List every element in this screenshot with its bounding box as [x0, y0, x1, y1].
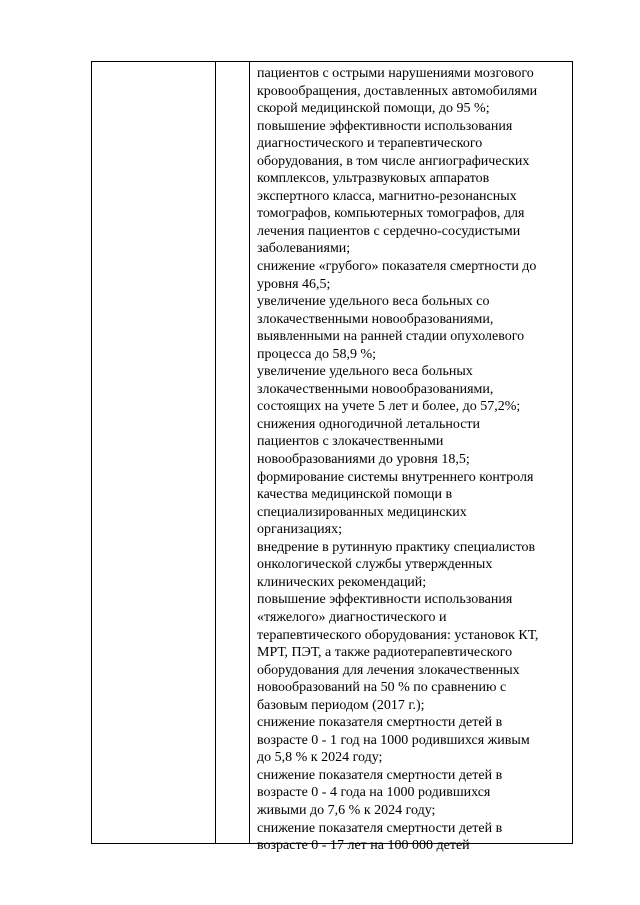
- text-line: злокачественными новообразованиями,: [257, 381, 494, 397]
- text-line: до 5,8 % к 2024 году;: [257, 750, 383, 766]
- text-line: увеличение удельного веса больных: [257, 364, 473, 380]
- text-line: оборудования, в том числе ангиографических: [257, 153, 530, 169]
- text-line: повышение эффективности использования: [257, 118, 513, 134]
- text-line: «тяжелого» диагностического и: [257, 609, 447, 625]
- text-line: скорой медицинской помощи, до 95 %;: [257, 101, 490, 117]
- text-line: оборудования для лечения злокачественных: [257, 662, 520, 678]
- text-line: терапевтического оборудования: установок КТ,: [257, 627, 539, 643]
- text-line: экспертного класса, магнитно-резонансных: [257, 188, 517, 204]
- text-line: базовым периодом (2017 г.);: [257, 697, 425, 713]
- text-line: возрасте 0 - 1 год на 1000 родившихся живым: [257, 732, 530, 748]
- text-line: диагностического и терапевтического: [257, 136, 483, 152]
- table-cell-empty: [216, 62, 249, 843]
- text-line: онкологической службы утвержденных: [257, 557, 493, 573]
- text-line: качества медицинской помощи в: [257, 487, 453, 503]
- text-line: томографов, компьютерных томографов, для: [257, 206, 525, 222]
- text-line: новообразований на 50 % по сравнению с: [257, 680, 507, 696]
- text-line: кровообращения, доставленных автомобилями: [257, 83, 538, 99]
- text-line: возрасте 0 - 4 года на 1000 родившихся: [257, 785, 491, 801]
- text-line: уровня 46,5;: [257, 276, 331, 292]
- text-line: возрасте 0 - 17 лет на 100 000 детей: [257, 838, 470, 854]
- text-line: заболеваниями;: [257, 241, 351, 257]
- text-line: повышение эффективности использования: [257, 592, 513, 608]
- table-cell-empty: [92, 62, 215, 843]
- table-cell-text: [250, 62, 572, 854]
- text-line: новообразованиями до уровня 18,5;: [257, 452, 470, 468]
- text-line: снижения одногодичной летальности: [257, 416, 481, 432]
- text-line: снижение показателя смертности детей в: [257, 767, 503, 783]
- text-line: специализированных медицинских: [257, 504, 467, 520]
- text-line: выявленными на ранней стадии опухолевого: [257, 329, 525, 345]
- document-table: [91, 61, 573, 854]
- text-line: организациях;: [257, 522, 342, 538]
- text-line: живыми до 7,6 % к 2024 году;: [257, 802, 436, 818]
- text-line: формирование системы внутреннего контроля: [257, 469, 534, 485]
- text-line: снижение «грубого» показателя смертности до: [257, 259, 537, 275]
- text-line: снижение показателя смертности детей в: [257, 715, 503, 731]
- text-line: лечения пациентов с сердечно-сосудистыми: [257, 223, 521, 239]
- text-line: МРТ, ПЭТ, а также радиотерапевтического: [257, 645, 513, 661]
- text-line: увеличение удельного веса больных со: [257, 294, 490, 310]
- text-line: клинических рекомендаций;: [257, 574, 427, 590]
- text-line: снижение показателя смертности детей в: [257, 820, 503, 836]
- text-line: злокачественными новообразованиями,: [257, 311, 494, 327]
- text-line: внедрение в рутинную практику специалистов: [257, 539, 536, 555]
- text-line: пациентов с злокачественными: [257, 434, 444, 450]
- text-line: комплексов, ультразвуковых аппаратов: [257, 171, 490, 187]
- text-line: процесса до 58,9 %;: [257, 346, 377, 362]
- text-line: состоящих на учете 5 лет и более, до 57,2%;: [257, 399, 521, 415]
- text-line: пациентов с острыми нарушениями мозгового: [257, 66, 534, 81]
